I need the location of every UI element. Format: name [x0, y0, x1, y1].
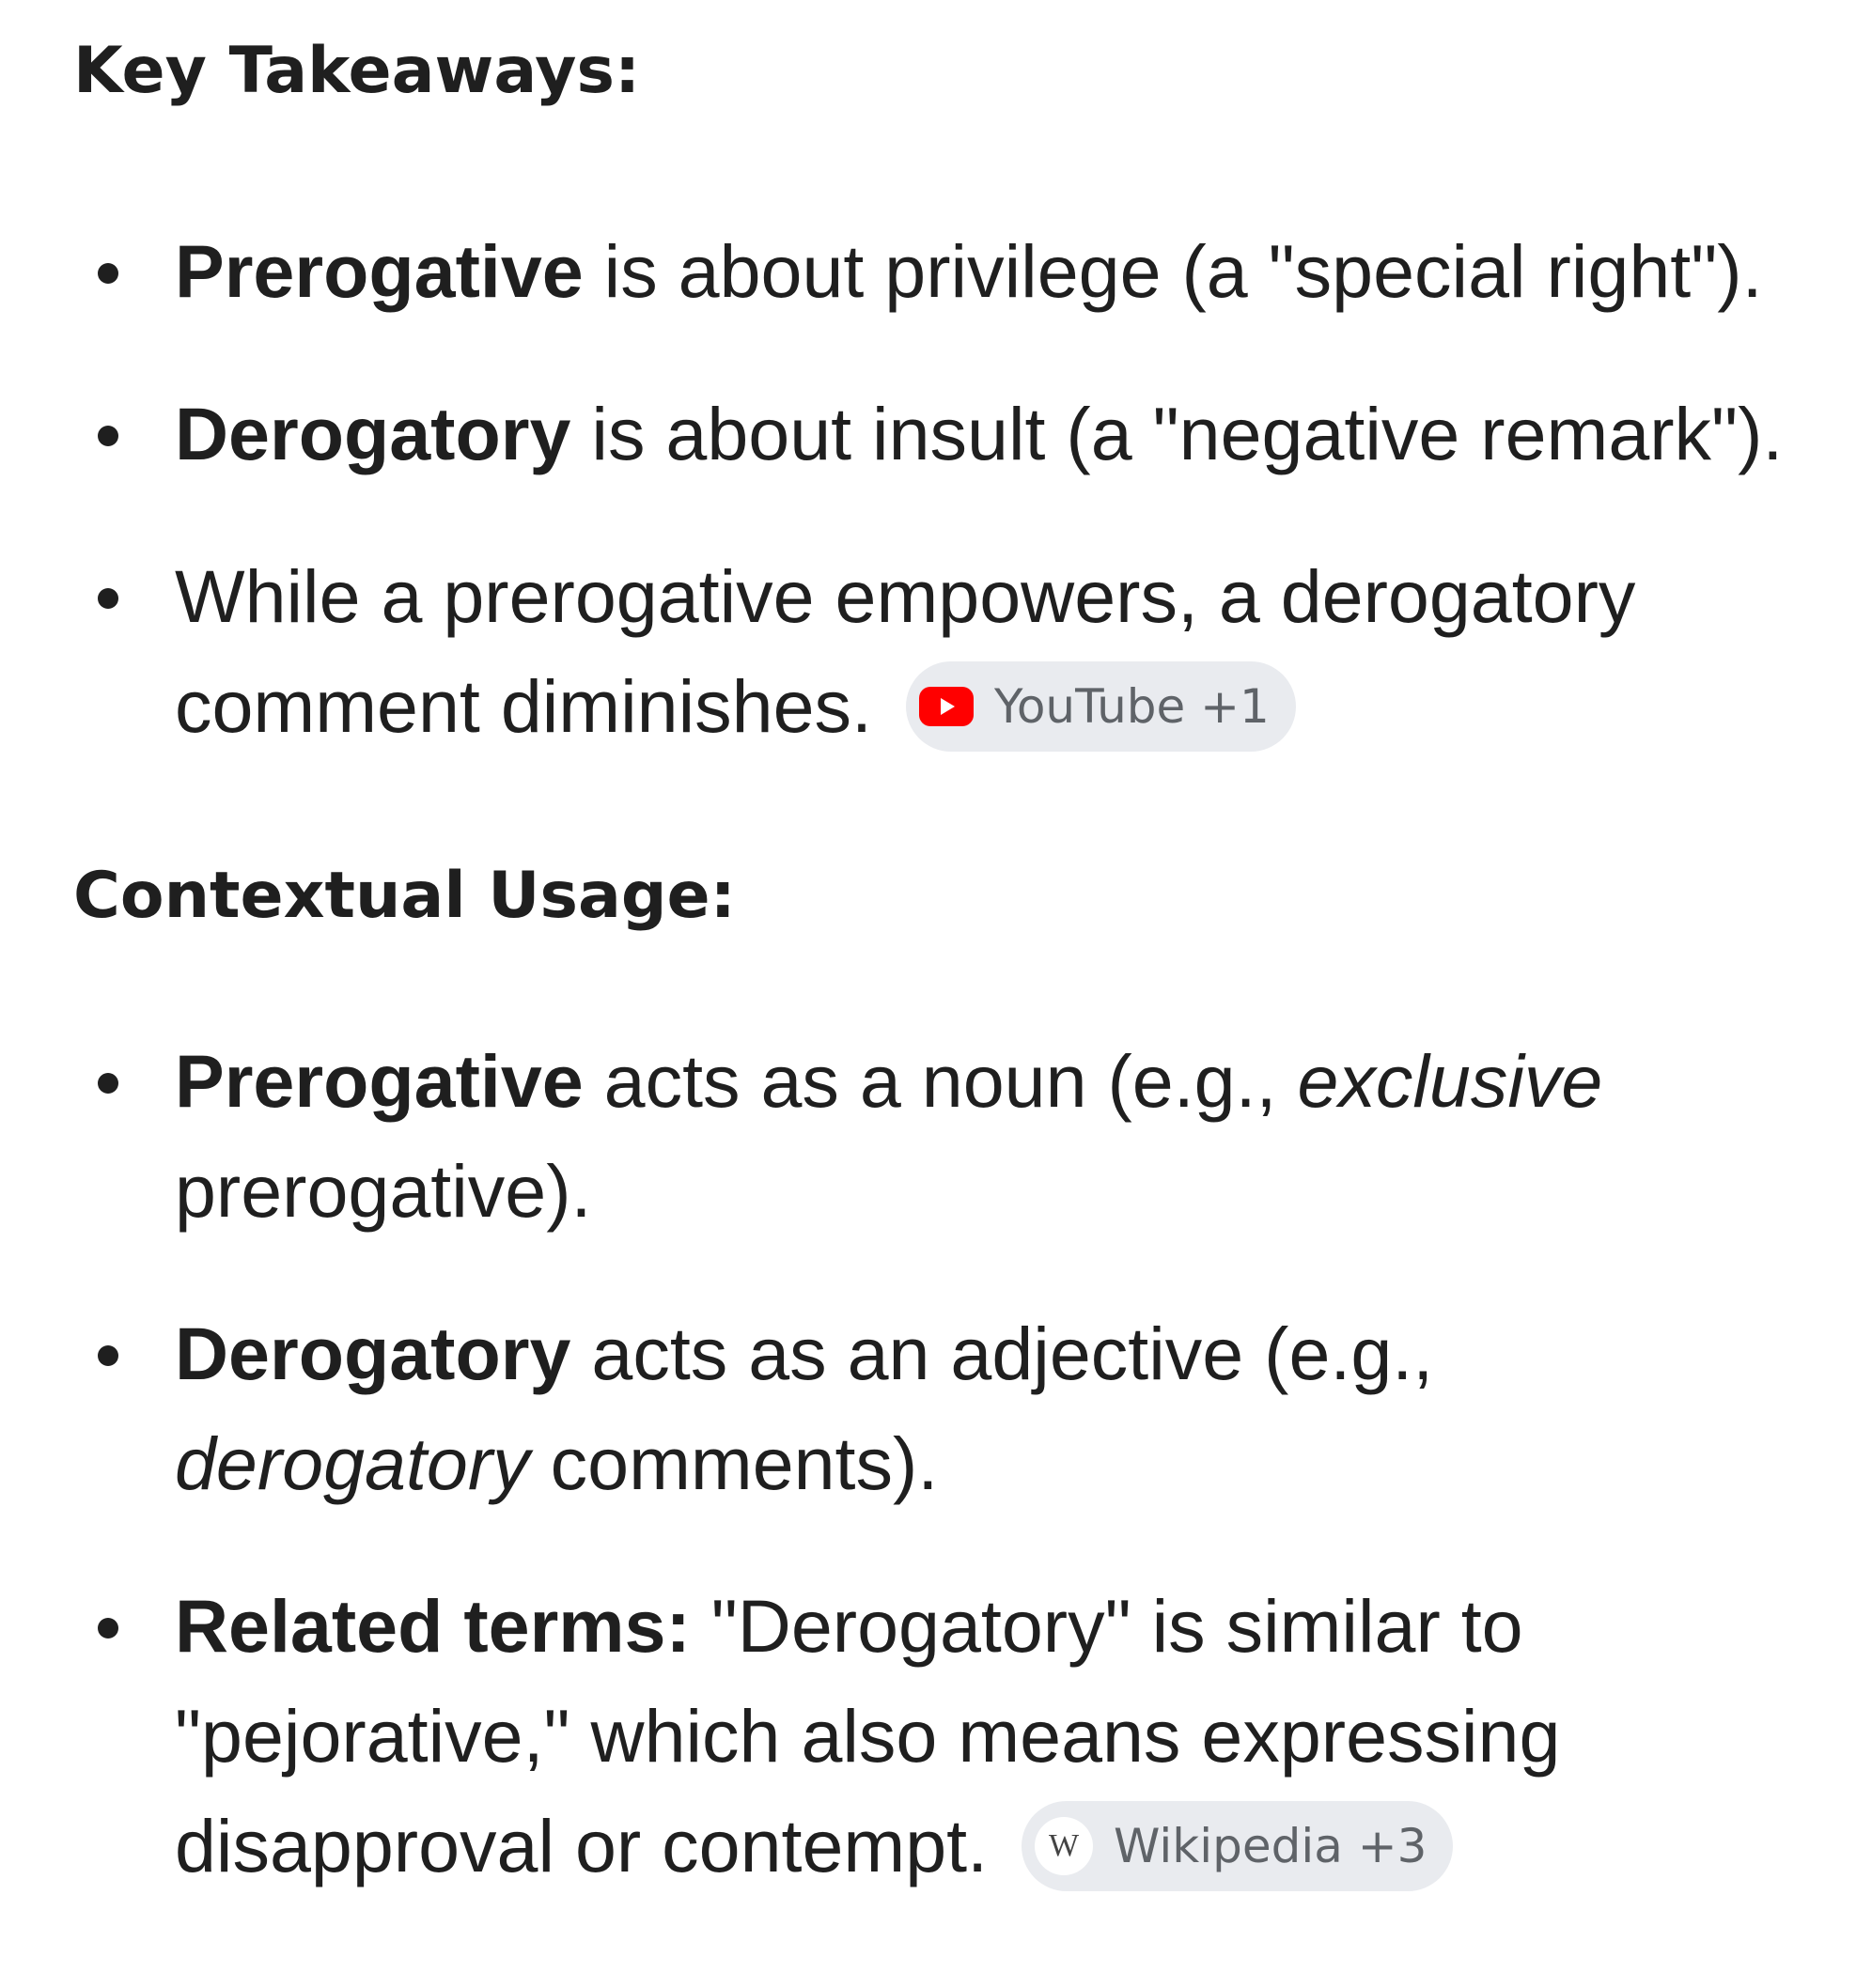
list-item [0, 1298, 1872, 1518]
contextual-usage-list [0, 1026, 1872, 1901]
wikipedia-icon: W [1035, 1817, 1093, 1875]
item-text: "Derogatory" is similar to "pejorative," which also means expressing disapproval or contempt. [175, 1584, 1561, 1887]
item-text: is about insult (a "negative remark"). [570, 392, 1784, 475]
bullet-icon [98, 1618, 118, 1639]
youtube-source-chip[interactable] [906, 661, 1296, 752]
item-italic-text: exclusive [1297, 1039, 1603, 1123]
list-item [0, 541, 1872, 761]
term-label: Derogatory [175, 1312, 571, 1395]
item-text: acts as a noun (e.g., [583, 1039, 1298, 1123]
list-item [0, 379, 1872, 489]
item-text: prerogative). [175, 1149, 592, 1233]
item-text: acts as an adjective (e.g., [570, 1312, 1434, 1395]
term-label: Related terms: [175, 1584, 691, 1668]
source-chip-label: Wikipedia +3 [1114, 1819, 1427, 1874]
contextual-usage-heading: Contextual Usage: [73, 859, 736, 933]
bullet-icon [98, 588, 118, 609]
bullet-icon [98, 1073, 118, 1094]
list-item [0, 1026, 1872, 1246]
bullet-icon [98, 263, 118, 284]
item-text: is about privilege (a "special right"). [583, 229, 1763, 313]
youtube-icon [919, 687, 974, 726]
term-label: Prerogative [175, 229, 584, 313]
key-takeaways-list [0, 216, 1872, 761]
source-chip-label: YouTube +1 [993, 679, 1270, 735]
item-italic-text: derogatory [175, 1421, 530, 1505]
list-item [0, 216, 1872, 326]
wikipedia-source-chip[interactable] [1022, 1801, 1453, 1891]
item-text: While a prerogative empowers, a derogatory comment diminishes. [175, 554, 1636, 748]
term-label: Derogatory [175, 392, 571, 475]
bullet-icon [98, 1345, 118, 1366]
term-label: Prerogative [175, 1039, 584, 1123]
bullet-icon [98, 426, 118, 446]
key-takeaways-heading: Key Takeaways: [73, 34, 641, 108]
list-item [0, 1571, 1872, 1901]
item-text: comments). [529, 1421, 939, 1505]
